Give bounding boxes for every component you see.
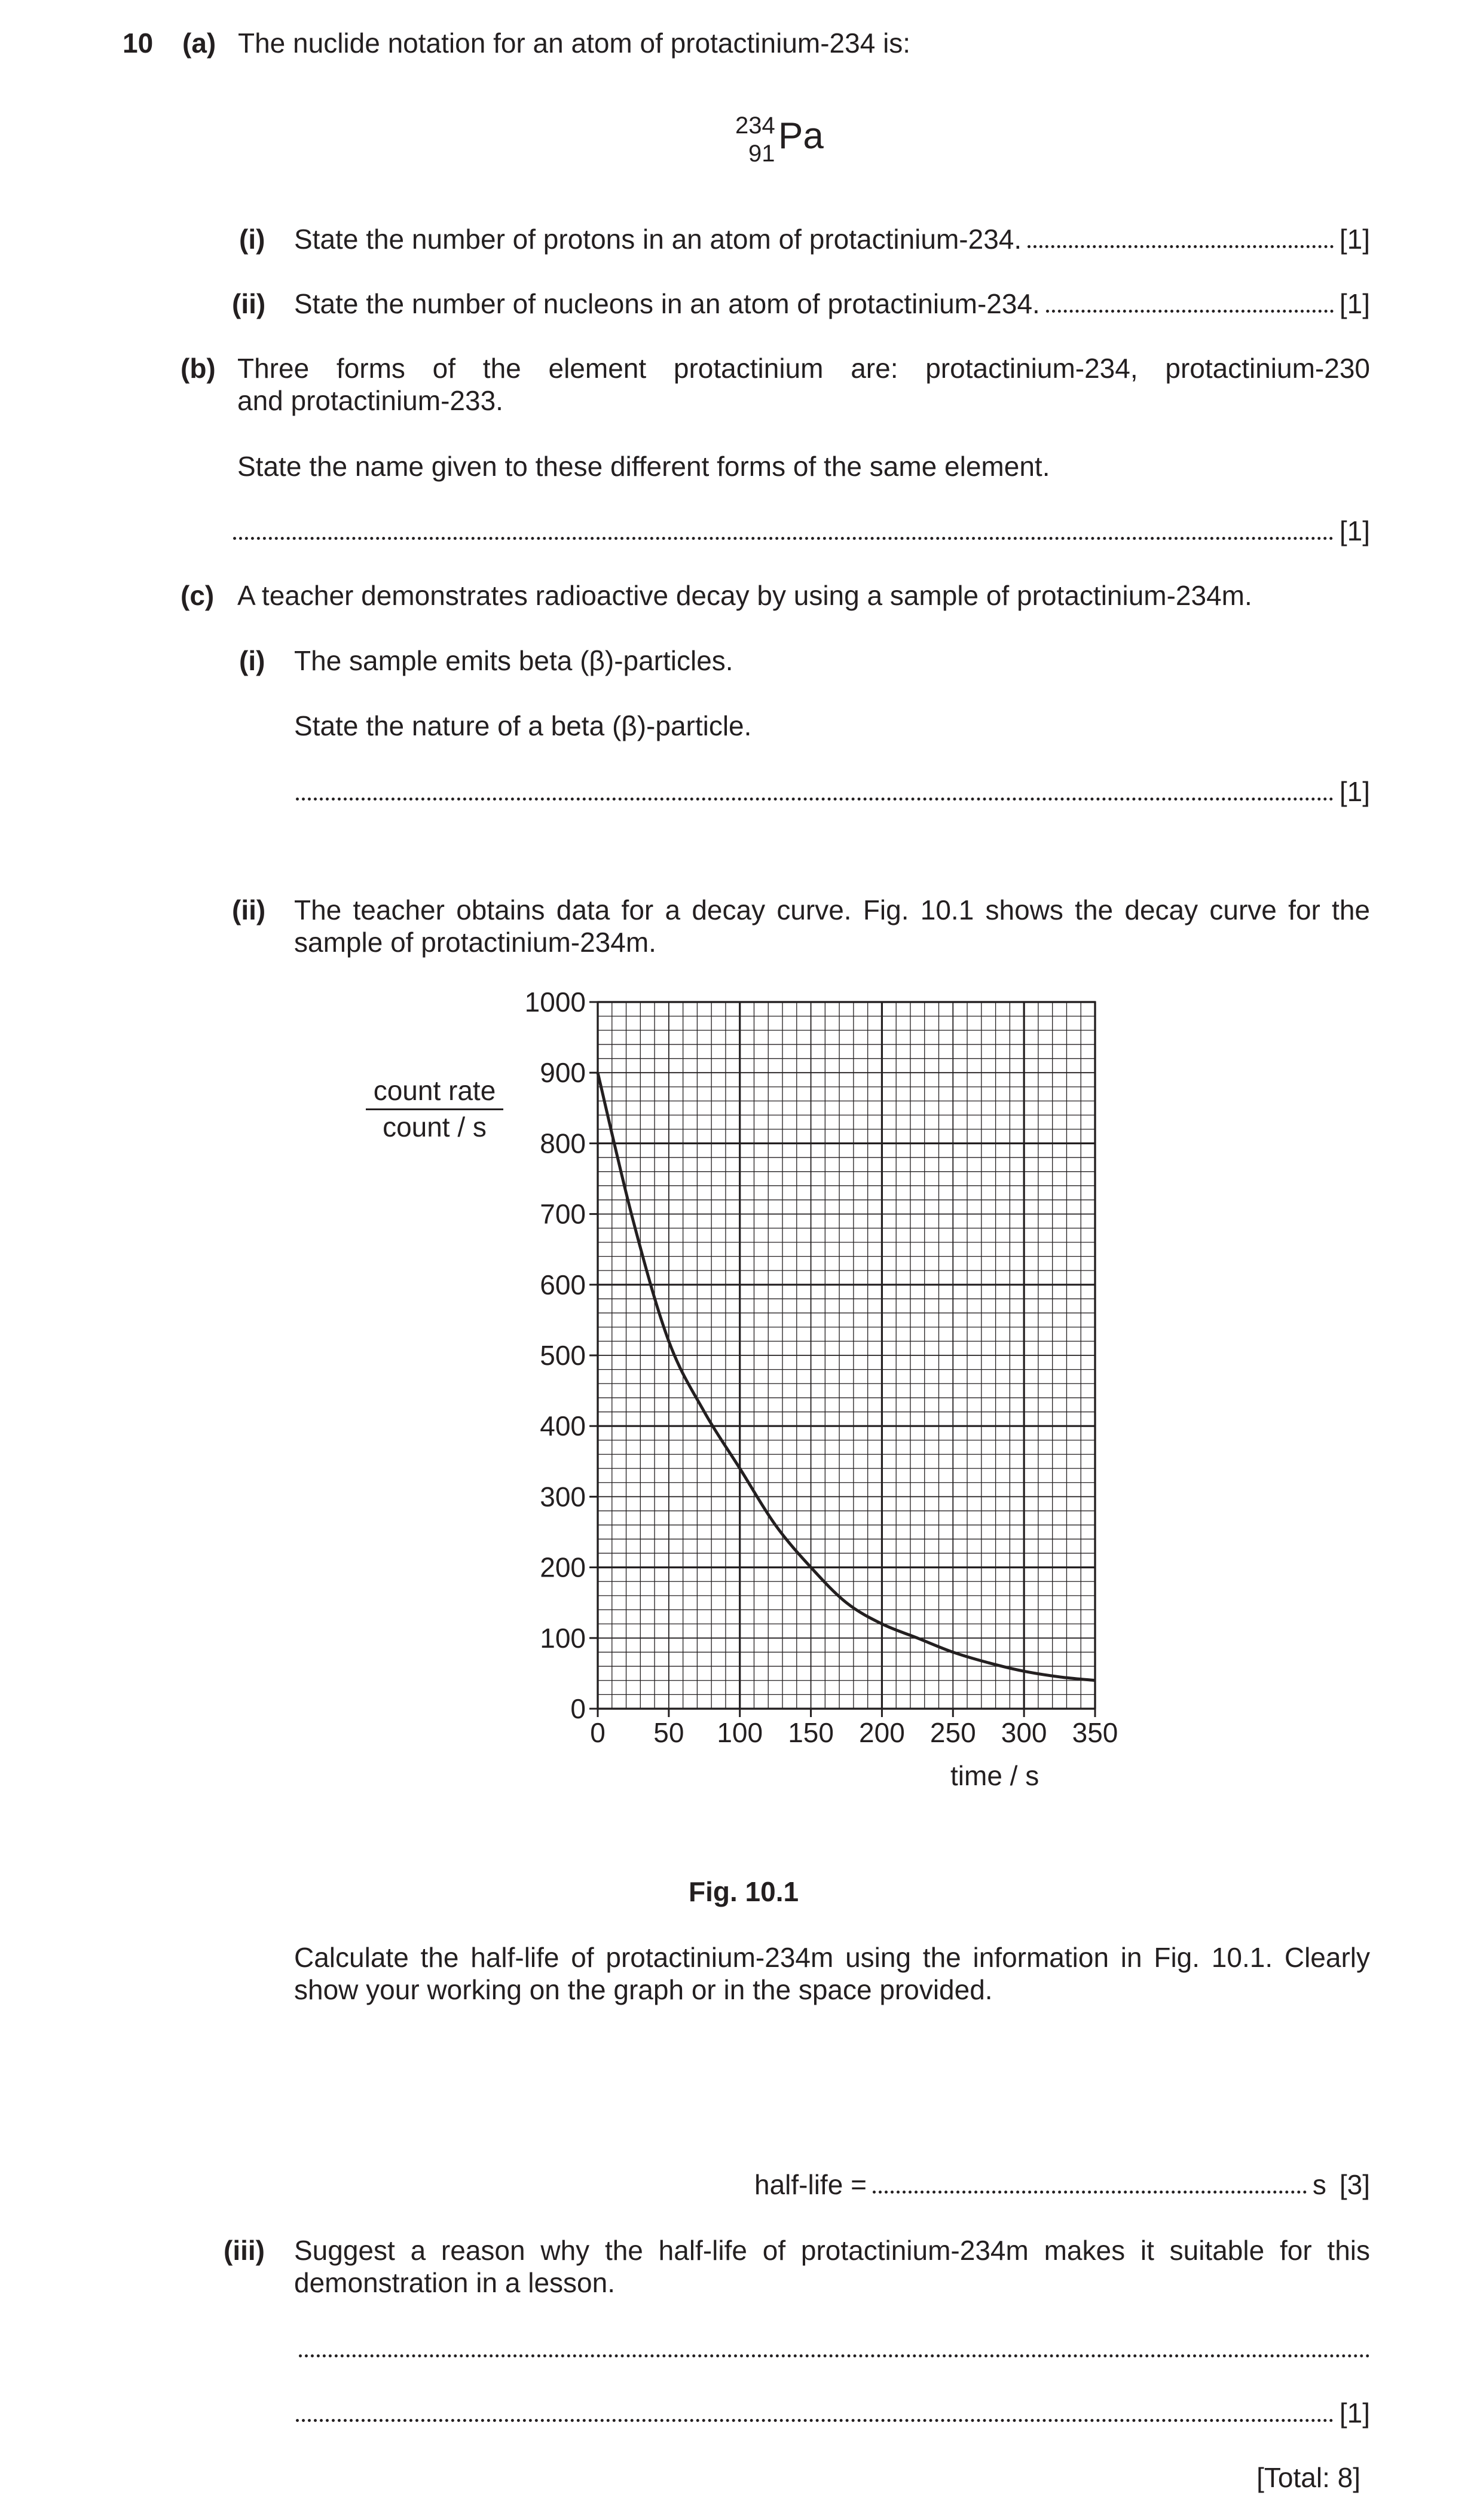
x-tick-label: 300 <box>1001 1717 1047 1748</box>
part-b-marks: [1] <box>1339 515 1370 546</box>
half-life-answer-line[interactable] <box>873 2191 1307 2194</box>
x-tick-label: 250 <box>929 1717 976 1748</box>
part-c-ii-task-line2: show your working on the graph or in the space provided. <box>294 1974 993 2005</box>
x-tick-label: 100 <box>717 1717 763 1748</box>
y-tick-label: 800 <box>540 1128 586 1159</box>
y-tick-label: 600 <box>540 1269 586 1300</box>
question-number: 10 <box>123 28 154 59</box>
part-c-ii-task-line1: Calculate the half-life of protactinium-234m using the information in Fig. 10.1. Clearly <box>294 1942 1370 1973</box>
x-tick-label: 350 <box>1072 1717 1118 1748</box>
y-tick-label: 300 <box>540 1481 586 1513</box>
y-tick-label: 700 <box>540 1198 586 1230</box>
half-life-answer <box>754 2168 1370 2201</box>
y-tick-label: 200 <box>540 1551 586 1583</box>
part-c-iii-text-line2: demonstration in a lesson. <box>294 2267 615 2298</box>
part-c-iii-answer <box>296 2396 1370 2430</box>
part-c-iii-text-line1: Suggest a reason why the half-life of protactinium-234m makes it suitable for this <box>294 2235 1370 2266</box>
part-b-text-line2: and protactinium-233. <box>237 385 503 416</box>
part-c-iii-answer-line-1[interactable] <box>299 2354 1370 2357</box>
part-c-ii-text-line2: sample of protactinium-234m. <box>294 927 656 958</box>
part-c-i-prompt: State the nature of a beta (β)-particle. <box>294 710 752 741</box>
y-tick-label: 0 <box>570 1693 586 1724</box>
total-marks: [Total: 8] <box>1256 2462 1360 2493</box>
part-b-prompt: State the name given to these different forms of the same element. <box>237 451 1050 482</box>
part-c-i-text: The sample emits beta (β)-particles. <box>294 645 733 676</box>
x-tick-label: 200 <box>859 1717 905 1748</box>
part-c-intro: A teacher demonstrates radioactive decay by using a sample of protactinium-234m. <box>237 580 1252 611</box>
part-b-label: (b) <box>181 353 216 384</box>
y-tick-label: 1000 <box>524 986 586 1018</box>
part-c-iii-answer-line-2[interactable] <box>296 2419 1334 2422</box>
decay-curve-line <box>598 1073 1095 1681</box>
part-a-i-label: (i) <box>239 224 265 255</box>
part-c-i-label: (i) <box>239 645 265 676</box>
part-a-ii-label: (ii) <box>232 288 266 319</box>
nuclide-mass-number: 234 <box>735 112 775 139</box>
part-c-ii-text-line1: The teacher obtains data for a decay curve. Fig. 10.1 shows the decay curve for the <box>294 894 1370 925</box>
y-tick-label: 500 <box>540 1340 586 1371</box>
x-tick-label: 0 <box>590 1717 606 1748</box>
part-b-text-line1: Three forms of the element protactinium are: protactinium-234, protactinium-230 <box>237 353 1370 384</box>
part-a-intro: The nuclide notation for an atom of protactinium-234 is: <box>238 28 911 59</box>
half-life-unit: s <box>1312 2169 1326 2200</box>
nuclide-atomic-number: 91 <box>748 140 775 167</box>
y-tick-label: 900 <box>540 1057 586 1089</box>
part-a-ii-marks: [1] <box>1339 288 1370 319</box>
part-c-ii-marks: [3] <box>1339 2169 1370 2200</box>
part-a-label: (a) <box>182 28 216 59</box>
x-tick-label: 150 <box>788 1717 834 1748</box>
part-a-ii-text: State the number of nucleons in an atom of protactinium-234. <box>294 288 1040 319</box>
x-axis-label: time / s <box>950 1760 1039 1791</box>
part-a-i-text: State the number of protons in an atom of protactinium-234. <box>294 224 1022 255</box>
part-c-ii-label: (ii) <box>232 894 266 925</box>
y-tick-label: 100 <box>540 1622 586 1654</box>
part-c-label: (c) <box>181 580 215 611</box>
y-axis-label-top: count rate <box>373 1075 496 1106</box>
figure-caption: Fig. 10.1 <box>689 1876 799 1907</box>
part-c-iii-marks: [1] <box>1339 2397 1370 2429</box>
x-tick-label: 50 <box>653 1717 684 1748</box>
part-c-i-marks: [1] <box>1339 776 1370 807</box>
part-c-iii-label: (iii) <box>224 2235 265 2266</box>
y-tick-label: 400 <box>540 1410 586 1442</box>
half-life-label: half-life = <box>754 2169 867 2200</box>
part-a-i-marks: [1] <box>1339 224 1370 255</box>
y-axis-label-bottom: count / s <box>383 1111 487 1143</box>
nuclide-symbol: Pa <box>778 115 824 157</box>
